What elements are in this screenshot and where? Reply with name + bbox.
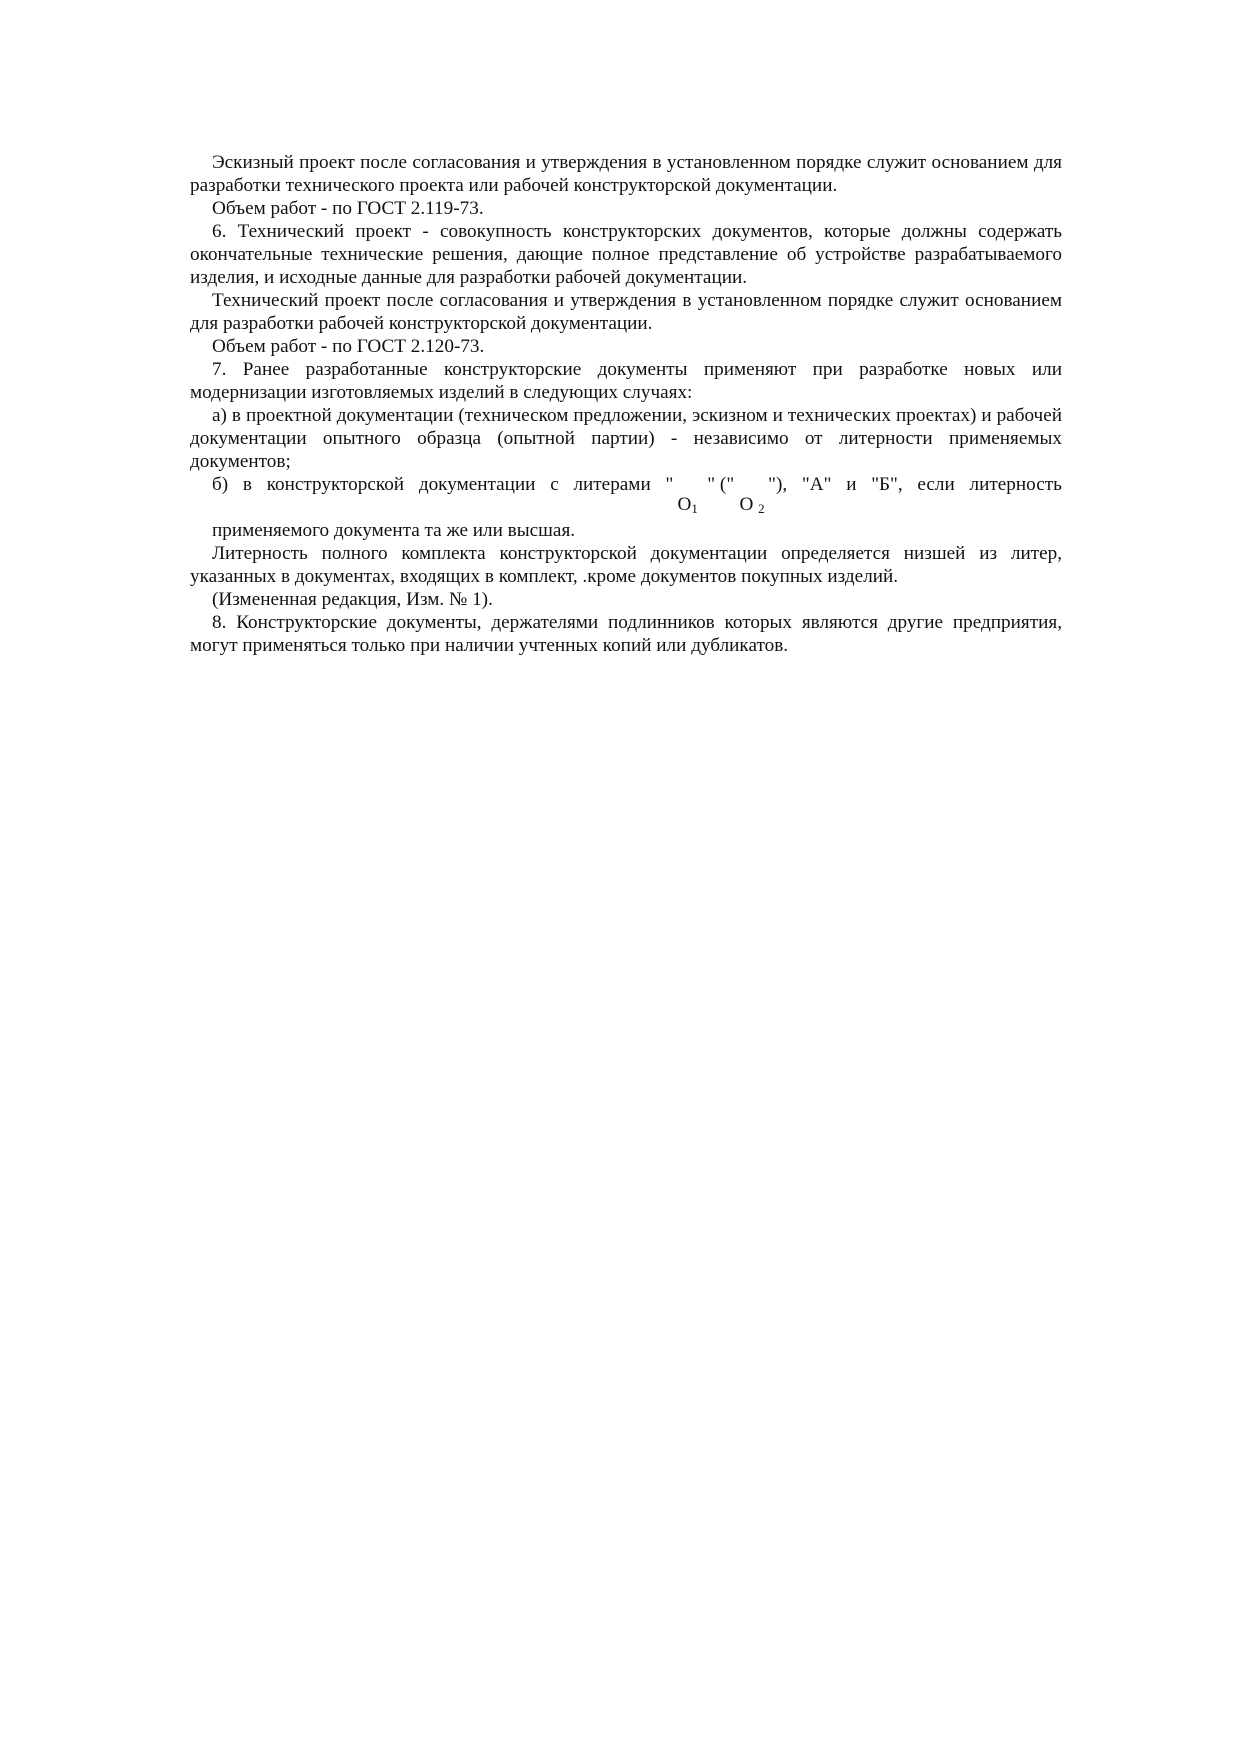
paragraph-item-8-other-holders: 8. Конструкторские документы, держателями подлинников которых являются другие предприятия, могут применяться только при наличии учтенных копий или дубликатов. [190, 612, 1062, 656]
item-b-word: литерность [969, 474, 1062, 495]
literal-o2: О $_2$ [739, 494, 765, 516]
literal-o1: $О_1$ [677, 494, 698, 516]
paragraph-item-b [190, 473, 1062, 542]
paragraph-scope-gost-2-120: Объем работ - по ГОСТ 2.120-73. [212, 336, 485, 357]
item-b-word: "Б", [871, 474, 903, 495]
item-b-word: если [917, 474, 955, 495]
item-b-word: с [550, 474, 559, 495]
paragraph-full-set-literacy: Литерность полного комплекта конструкторской документации определяется низшей из литер, указанных в документах, входящих в комплект, .кроме документов покупных изделий. [190, 543, 1062, 587]
item-b-word: б) [212, 474, 229, 495]
item-b-word: документации [418, 474, 536, 495]
item-b-word: и [846, 474, 857, 495]
item-b-word: "А" [801, 474, 832, 495]
paragraph-item-6-technical-project: 6. Технический проект - совокупность конструкторских документов, которые должны содержать окончательные технические решения, дающие полное представление об устройстве разрабатываемого изделия, и исходные данные для разработки рабочей документации. [190, 221, 1062, 288]
paragraph-sketch-project-approval: Эскизный проект после согласования и утверждения в установленном порядке служит основанием для разработки технического проекта или рабочей конструкторской документации. [190, 152, 1062, 196]
document-page [190, 151, 1062, 657]
item-b-word: в [242, 474, 252, 495]
item-b-tail: применяемого документа та же или высшая. [212, 520, 576, 541]
item-b-first-line [190, 473, 1062, 519]
paragraph-item-7-reuse: 7. Ранее разработанные конструкторские документы применяют при разработке новых или модернизации изготовляемых изделий в следующих случаях: [190, 359, 1062, 403]
literal-o1-group: " " (" $О_1$ О $_2$ "), [665, 473, 787, 496]
item-b-word: литерами [573, 474, 651, 495]
paragraph-amendment-note: (Измененная редакция, Изм. № 1). [212, 589, 493, 610]
paragraph-technical-project-approval: Технический проект после согласования и утверждения в установленном порядке служит основанием для разработки рабочей конструкторской документации. [190, 290, 1062, 334]
paragraph-item-a: а) в проектной документации (техническом предложении, эскизном и технических проектах) и рабочей документации опытного образца (опытной партии) - независимо от литерности применяемых документов; [190, 405, 1062, 472]
item-b-word: конструкторской [266, 474, 405, 495]
paragraph-scope-gost-2-119: Объем работ - по ГОСТ 2.119-73. [212, 198, 484, 219]
